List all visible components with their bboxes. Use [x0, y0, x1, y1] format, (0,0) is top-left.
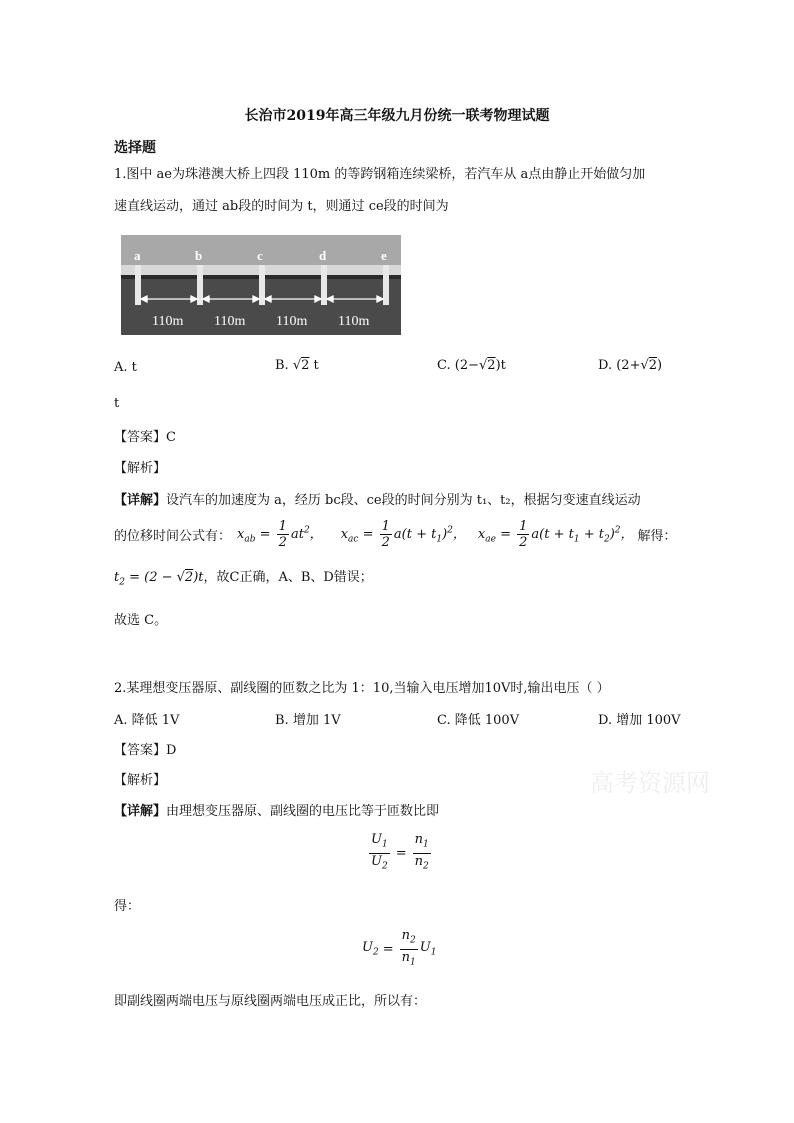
q2-text: 2.某理想变压器原、副线圈的匝数之比为 1：10,当输入电压增加10V时,输出电压（ ）	[114, 681, 610, 696]
sqrt-icon: √	[640, 358, 649, 373]
q1-detail-line1	[114, 489, 641, 508]
q1-option-c-root: 2	[487, 358, 496, 373]
q1-option-c-suffix: )t	[495, 358, 506, 373]
q1-text-line1: 1.图中 ae为珠港澳大桥上四段 110m 的等跨钢箱连续梁桥，若汽车从 a点由静止开始做匀加	[114, 167, 646, 182]
q1-detail-line2-text: 的位移时间公式有：	[114, 528, 232, 544]
q1-answer: 【答案】C	[114, 430, 176, 445]
q2-de: 得：	[114, 899, 141, 914]
formula-u-ratio: $\frac{U_1}{U_2}$ = $\frac{n_1}{n_2}$	[371, 832, 429, 872]
bridge-svg	[121, 235, 401, 335]
q1-detail-tag: 【详解】	[114, 493, 167, 508]
label-e: e	[381, 248, 387, 263]
q1-text-line2: 速直线运动，通过 ab段的时间为 t，则通过 ce段的时间为	[114, 199, 449, 214]
q1-detail-line2	[114, 514, 677, 554]
q1-option-c-prefix: C. (2−	[437, 358, 479, 373]
watermark: 高考资源网	[590, 769, 710, 797]
bridge-figure	[121, 235, 401, 335]
q1-detail-line1-text: 设汽车的加速度为 a，经历 bc段、ce段的时间分别为 t₁、t₂，根据匀变速直线运动	[166, 493, 641, 508]
span-label-de: 110m	[338, 314, 370, 329]
span-label-ab: 110m	[152, 314, 184, 329]
q1-option-d-prefix: D. (2+	[598, 358, 641, 373]
q1-option-c	[437, 358, 506, 373]
label-c: c	[257, 248, 263, 263]
q2-analysis: 【解析】	[114, 773, 167, 788]
label-b: b	[195, 248, 203, 263]
q1-option-d-suffix: )	[657, 358, 663, 373]
section-heading: 选择题	[114, 140, 156, 156]
q2-option-c: C. 降低 100V	[437, 713, 520, 728]
sqrt-icon: √	[478, 358, 488, 373]
label-d: d	[319, 248, 327, 263]
q1-option-b-prefix: B.	[275, 358, 293, 373]
q1-option-d	[598, 358, 662, 373]
formula-xae: $x_{ae}$ = $\frac{1}{2}$ $a(t + t_1 + t_2)^2$，	[477, 518, 634, 550]
q2-option-d: D. 增加 100V	[598, 713, 681, 728]
q1-detail-conclusion: ，故C正确，A、B、D错误；	[203, 570, 373, 585]
q2-last-line: 即副线圈两端电压与原线圈两端电压成正比，所以有：	[114, 994, 427, 1009]
q1-option-b-suffix: t	[309, 358, 319, 373]
formula-t2: $t_2 = (2 - √2)t$	[114, 570, 204, 588]
q1-option-a: A. t	[114, 360, 137, 375]
q1-option-d-wrap: t	[114, 396, 120, 411]
q2-detail	[114, 800, 439, 819]
q2-detail-text: 由理想变压器原、副线圈的电压比等于匝数比即	[166, 804, 440, 819]
q1-solve-label: 解得：	[637, 528, 677, 544]
q2-detail-tag: 【详解】	[114, 804, 167, 819]
formula-xac: $x_{ac}$ = $\frac{1}{2}$ $a(t + t_1)^2$，	[340, 518, 466, 550]
label-a: a	[134, 248, 141, 263]
formula-xab: $x_{ab}$ = $\frac{1}{2}$ $at^2$，	[237, 518, 323, 550]
formula-u2: $U_2$ = $\frac{n_2}{n_1}$ $U_1$	[362, 928, 437, 968]
q1-detail-line3	[114, 566, 373, 588]
q2-answer: 【答案】D	[114, 743, 177, 758]
sqrt-icon: √	[292, 358, 302, 373]
q1-option-b	[275, 358, 319, 373]
q1-option-d-root: 2	[648, 358, 658, 373]
q2-option-b: B. 增加 1V	[275, 713, 341, 728]
page-title: 长治市2019年高三年级九月份统一联考物理试题	[244, 108, 550, 124]
q2-option-a: A. 降低 1V	[114, 713, 180, 728]
span-label-cd: 110m	[276, 314, 308, 329]
q1-option-b-root: 2	[301, 358, 310, 373]
q1-analysis: 【解析】	[114, 461, 167, 476]
q1-final: 故选 C。	[114, 613, 168, 628]
span-label-bc: 110m	[214, 314, 246, 329]
